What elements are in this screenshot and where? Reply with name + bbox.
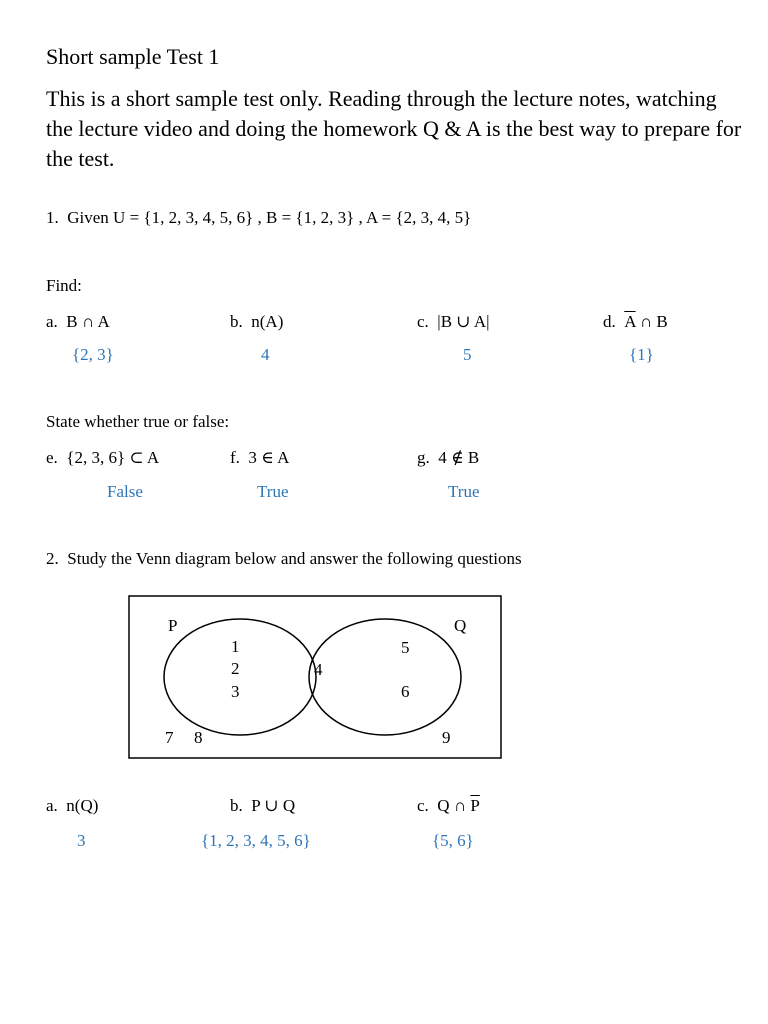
venn-element: 6 (401, 682, 410, 701)
part-2b: b. P ∪ Q (230, 796, 296, 815)
venn-element: 8 (194, 728, 203, 747)
given-sets: Given U = {1, 2, 3, 4, 5, 6} , B = {1, 2, 3} , A = {2, 3, 4, 5} (67, 208, 472, 227)
set-p-circle (164, 619, 316, 735)
answer-1b: 4 (261, 345, 270, 364)
page-title: Short sample Test 1 (46, 44, 220, 69)
venn-element: 5 (401, 638, 410, 657)
part-1d: d. $\overline{A}$ ∩ B (603, 312, 668, 331)
venn-element: 3 (231, 682, 240, 701)
set-q-label: Q (454, 616, 467, 635)
complement-p: $\overline{P}$ (470, 796, 480, 815)
venn-element: 4 (314, 660, 323, 679)
question-number: 1. (46, 208, 59, 227)
answer-2c: {5, 6} (432, 831, 474, 850)
question-number: 2. (46, 549, 59, 568)
question-2-text: 2. Study the Venn diagram below and answer the following questions (46, 549, 522, 568)
part-1a: a. B ∩ A (46, 312, 110, 331)
part-1c: c. |B ∪ A| (417, 312, 490, 331)
answer-1f: True (257, 482, 289, 501)
true-false-label: State whether true or false: (46, 412, 230, 431)
part-1e: e. {2, 3, 6} ⊂ A (46, 448, 160, 467)
intro-paragraph: This is a short sample test only. Reading through the lecture notes, watching the lecture video and doing the homework Q & A is the best way to prepare for the test. (46, 86, 742, 171)
venn-element: 1 (231, 637, 240, 656)
answer-1d: {1} (629, 345, 654, 364)
venn-element: 2 (231, 659, 240, 678)
answer-2a: 3 (77, 831, 86, 850)
venn-element: 9 (442, 728, 451, 747)
set-p-label: P (168, 616, 178, 635)
part-1f: f. 3 ∈ A (230, 448, 290, 467)
venn-diagram (128, 595, 502, 759)
answer-1e: False (107, 482, 143, 501)
part-1b: b. n(A) (230, 312, 284, 331)
answer-1g: True (448, 482, 480, 501)
set-q-circle (309, 619, 461, 735)
find-label: Find: (46, 276, 82, 295)
part-2c: c. Q ∩ $\overline{P}$ (417, 796, 480, 815)
part-1g: g. 4 ∉ B (417, 448, 480, 467)
venn-element: 7 (165, 728, 174, 747)
question-1-given (46, 208, 471, 228)
answer-2b: {1, 2, 3, 4, 5, 6} (201, 831, 311, 850)
answer-1a: {2, 3} (72, 345, 114, 364)
part-2a: a. n(Q) (46, 796, 99, 815)
answer-1c: 5 (463, 345, 472, 364)
complement-a: $\overline{A}$ (624, 312, 636, 331)
